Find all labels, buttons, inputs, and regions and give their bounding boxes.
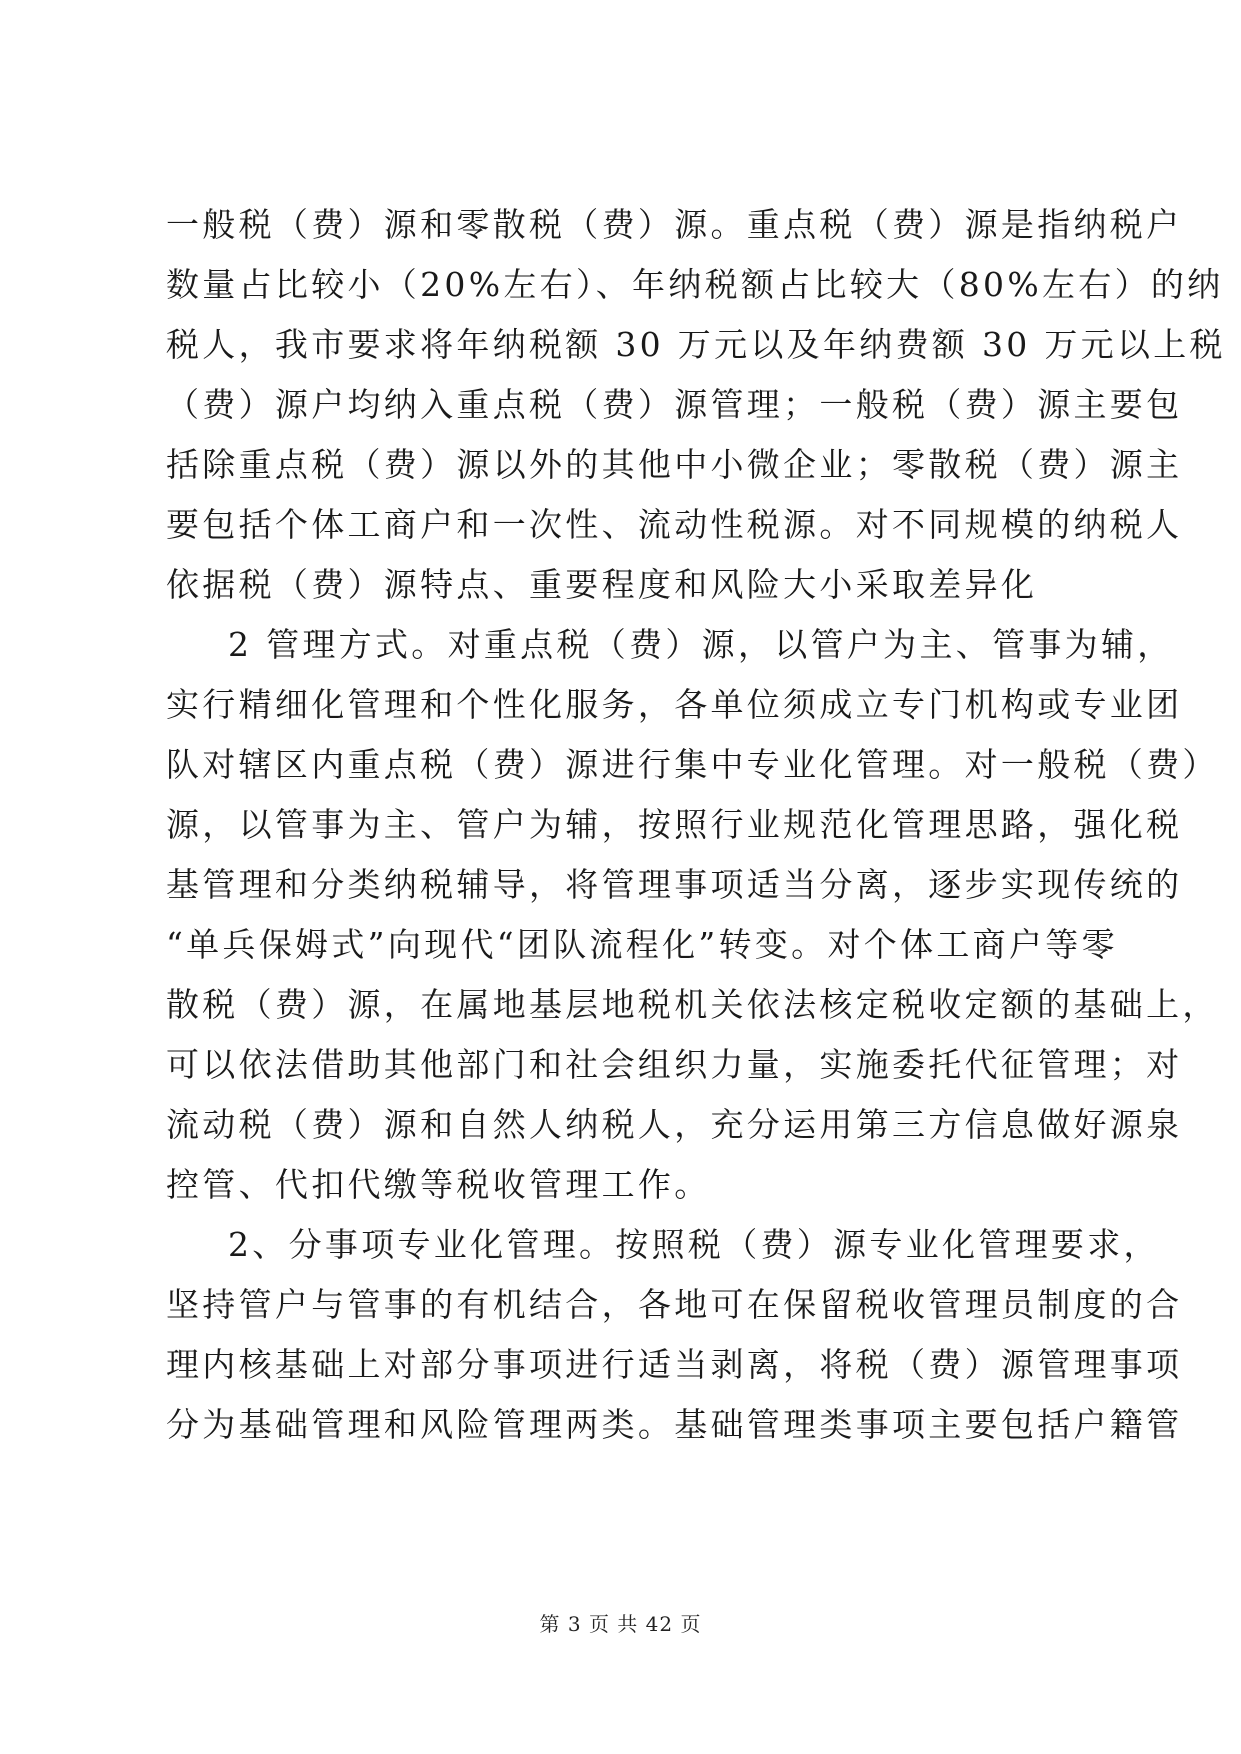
text-line: 要包括个体工商户和一次性、流动性税源。对不同规模的纳税人 — [166, 505, 1183, 544]
page-number-footer: 第 3 页 共 42 页 — [539, 1612, 702, 1636]
text-line: 源，以管事为主、管户为辅，按照行业规范化管理思路，强化税 — [166, 805, 1183, 844]
text-line: 散税（费）源，在属地基层地税机关依法核定税收定额的基础上， — [166, 985, 1219, 1024]
text-line: 理内核基础上对部分事项进行适当剥离，将税（费）源管理事项 — [166, 1345, 1183, 1384]
text-line: 实行精细化管理和个性化服务，各单位须成立专门机构或专业团 — [166, 685, 1183, 724]
text-line: 队对辖区内重点税（费）源进行集中专业化管理。对一般税（费） — [166, 745, 1219, 784]
text-line: 一般税（费）源和零散税（费）源。重点税（费）源是指纳税户 — [166, 205, 1183, 244]
text-line: 坚持管户与管事的有机结合，各地可在保留税收管理员制度的合 — [166, 1285, 1183, 1324]
text-line: 基管理和分类纳税辅导，将管理事项适当分离，逐步实现传统的 — [166, 865, 1183, 904]
text-line: （费）源户均纳入重点税（费）源管理；一般税（费）源主要包 — [166, 385, 1183, 424]
text-line: 2 管理方式。对重点税（费）源，以管户为主、管事为辅， — [228, 625, 1174, 664]
text-line: 税人，我市要求将年纳税额 30 万元以及年纳费额 30 万元以上税 — [166, 325, 1226, 364]
text-line: 可以依法借助其他部门和社会组织力量，实施委托代征管理；对 — [166, 1045, 1183, 1084]
text-line: 数量占比较小（20%左右）、年纳税额占比较大（80%左右）的纳 — [166, 265, 1224, 304]
text-line: 括除重点税（费）源以外的其他中小微企业；零散税（费）源主 — [166, 445, 1183, 484]
text-line: 控管、代扣代缴等税收管理工作。 — [166, 1165, 711, 1204]
text-line: 依据税（费）源特点、重要程度和风险大小采取差异化 — [166, 565, 1038, 604]
text-line: 分为基础管理和风险管理两类。基础管理类事项主要包括户籍管 — [166, 1405, 1183, 1444]
text-line: 流动税（费）源和自然人纳税人，充分运用第三方信息做好源泉 — [166, 1105, 1183, 1144]
text-line: “单兵保姆式”向现代“团队流程化”转变。对个体工商户等零 — [166, 925, 1118, 964]
text-line: 2、分事项专业化管理。按照税（费）源专业化管理要求， — [228, 1225, 1160, 1264]
